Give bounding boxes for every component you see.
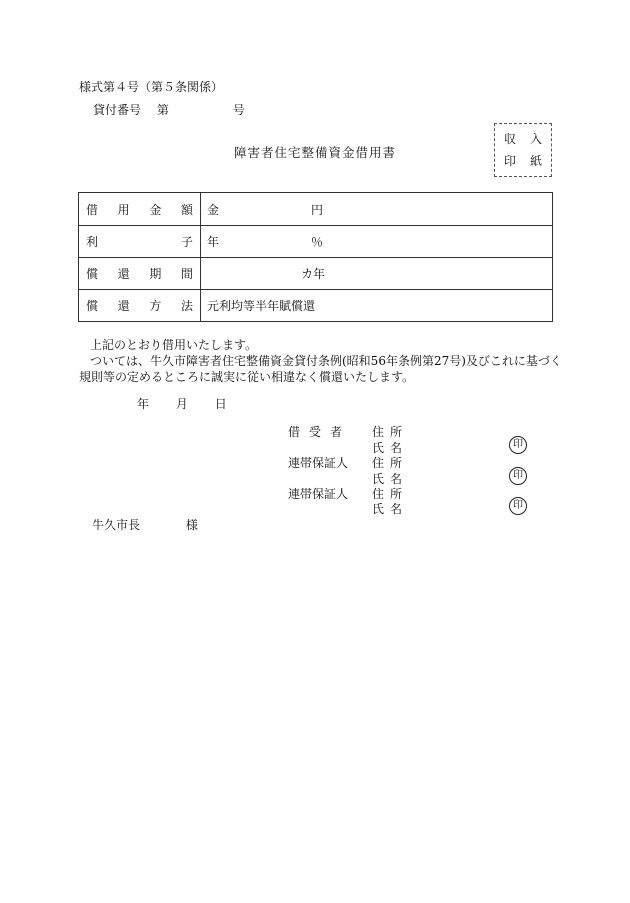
repayment-period-field[interactable] (201, 258, 552, 289)
label-char: 方 (149, 299, 162, 313)
interest-field[interactable] (201, 226, 552, 257)
row-repayment-method (79, 289, 552, 321)
stamp-line-1: 収入 (503, 132, 556, 146)
row-label (79, 290, 201, 321)
label-char: 借 (86, 202, 99, 217)
repayment-method-field (201, 290, 552, 321)
loan-number (93, 101, 245, 118)
name-label: 氏名 (372, 441, 409, 455)
value-text: 元利均等半年賦償還 (207, 299, 316, 313)
value-unit: カ年 (301, 267, 326, 281)
seal-mark-borrower: 印 (509, 436, 527, 454)
guarantor-1-address-label (372, 454, 418, 471)
row-label (79, 226, 201, 257)
label-char: 子 (180, 235, 193, 249)
addressee (92, 516, 198, 533)
body-line-1: 上記のとおり借用いたします。 (90, 338, 258, 352)
loan-number-label: 貸付番号 (93, 103, 142, 117)
seal-mark-guarantor-2: 印 (509, 497, 527, 515)
loan-number-prefix: 第 (156, 103, 169, 117)
value-unit: ％ (311, 235, 324, 249)
document-title: 障害者住宅整備資金借用書 (233, 145, 396, 160)
addressee-honorific: 様 (185, 518, 198, 532)
guarantor-2-name-label (372, 500, 418, 517)
row-label (79, 258, 201, 289)
label-char: 間 (180, 267, 193, 281)
row-interest (79, 225, 552, 257)
row-label (79, 193, 201, 225)
address-label: 住所 (372, 456, 409, 470)
loan-table (78, 192, 553, 322)
label-char: 還 (117, 267, 130, 281)
loan-amount-field[interactable] (201, 193, 552, 225)
label-char: 法 (180, 299, 193, 313)
label-char: 還 (117, 299, 130, 313)
form-number: 様式第４号（第５条関係） (79, 80, 224, 94)
label-char: 期 (149, 267, 162, 281)
value-unit: 円 (311, 202, 324, 217)
row-loan-amount (79, 193, 552, 225)
row-repayment-period (79, 257, 552, 289)
borrower-label: 借受者 (288, 425, 352, 439)
date-line[interactable] (137, 395, 250, 412)
date-day: 日 (214, 397, 227, 411)
value-prefix: 金 (207, 202, 220, 217)
addressee-mayor: 牛久市長 (92, 518, 141, 532)
label-char: 用 (117, 202, 130, 217)
body-line-3: 規則等の定めるところに誠実に従い相違なく償還いたします。 (79, 370, 415, 384)
name-label: 氏名 (372, 472, 409, 486)
label-char: 利 (86, 235, 99, 249)
guarantor-1-label: 連帯保証人 (288, 456, 349, 470)
guarantor-2-label: 連帯保証人 (288, 487, 349, 501)
date-year: 年 (137, 397, 150, 411)
seal-mark-guarantor-1: 印 (509, 467, 527, 485)
stamp-line-2: 印紙 (503, 154, 556, 168)
body-line-2: ついては、牛久市障害者住宅整備資金貸付条例(昭和56年条例第27号)及びこれに基づく (90, 354, 562, 368)
label-char: 額 (180, 202, 193, 217)
label-char: 金 (149, 202, 162, 217)
loan-number-suffix: 号 (232, 103, 245, 117)
value-prefix: 年 (207, 235, 220, 249)
borrower-address-label (372, 423, 418, 440)
name-label: 氏名 (372, 502, 409, 516)
address-label: 住所 (372, 425, 409, 439)
label-char: 償 (86, 267, 99, 281)
revenue-stamp-box (494, 123, 556, 177)
date-month: 月 (175, 397, 188, 411)
address-label: 住所 (372, 487, 409, 501)
label-char: 償 (86, 299, 99, 313)
